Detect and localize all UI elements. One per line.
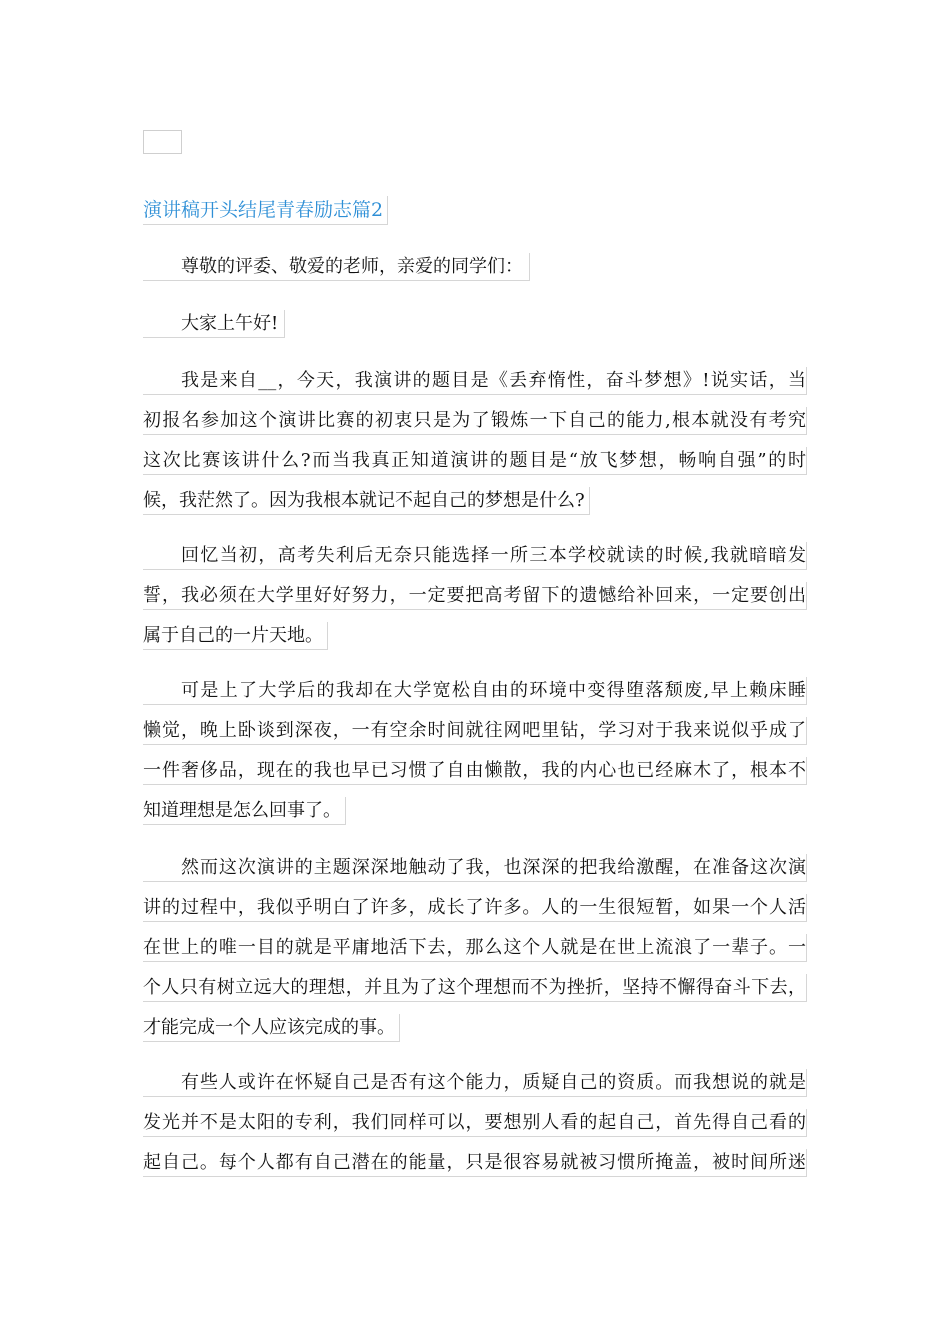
paragraph-greeting bbox=[143, 253, 807, 297]
paragraph-doubt bbox=[143, 1069, 807, 1189]
paragraph-line: 个人只有树立远大的理想，并且为了这个理想而不为挫折，坚持不懈得奋斗下去， bbox=[143, 974, 807, 1002]
header-placeholder-box bbox=[143, 130, 182, 154]
paragraph-line: 回忆当初，高考失利后无奈只能选择一所三本学校就读的时候,我就暗暗发 bbox=[143, 542, 807, 570]
paragraph-line: 一件奢侈品，现在的我也早已习惯了自由懒散，我的内心也已经麻木了，根本不 bbox=[143, 757, 807, 785]
paragraph-line: 发光并不是太阳的专利，我们同样可以，要想别人看的起自己，首先得自己看的 bbox=[143, 1109, 807, 1137]
paragraph-line: 讲的过程中，我似乎明白了许多，成长了许多。人的一生很短暂，如果一个人活 bbox=[143, 894, 807, 922]
paragraph-salutation bbox=[143, 310, 807, 354]
paragraph-line: 在世上的唯一目的就是平庸地活下去，那么这个人就是在世上流浪了一辈子。一 bbox=[143, 934, 807, 962]
paragraph-line: 才能完成一个人应该完成的事。 bbox=[143, 1014, 400, 1042]
paragraph-line: 初报名参加这个演讲比赛的初衷只是为了锻炼一下自己的能力,根本就没有考究 bbox=[143, 407, 807, 435]
paragraph-line: 可是上了大学后的我却在大学宽松自由的环境中变得堕落颓废,早上赖床睡 bbox=[143, 677, 807, 705]
paragraph-line: 尊敬的评委、敬爱的老师，亲爱的同学们： bbox=[143, 253, 530, 281]
paragraph-line: 誓，我必须在大学里好好努力，一定要把高考留下的遗憾给补回来，一定要创出 bbox=[143, 582, 807, 610]
paragraph-line: 起自己。每个人都有自己潜在的能量，只是很容易就被习惯所掩盖，被时间所迷 bbox=[143, 1149, 807, 1177]
paragraph-line: 然而这次演讲的主题深深地触动了我，也深深的把我给激醒，在准备这次演 bbox=[143, 854, 807, 882]
paragraph-line: 大家上午好! bbox=[143, 310, 285, 338]
document-title: 演讲稿开头结尾青春励志篇2 bbox=[143, 196, 388, 225]
paragraph-line: 候，我茫然了。因为我根本就记不起自己的梦想是什么? bbox=[143, 487, 590, 515]
paragraph-line: 属于自己的一片天地。 bbox=[143, 622, 328, 650]
paragraph-recall bbox=[143, 542, 807, 666]
paragraph-college bbox=[143, 677, 807, 841]
paragraph-line: 懒觉，晚上卧谈到深夜，一有空余时间就往网吧里钻，学习对于我来说似乎成了 bbox=[143, 717, 807, 745]
paragraph-line: 知道理想是怎么回事了。 bbox=[143, 797, 346, 825]
paragraph-line: 我是来自__，今天，我演讲的题目是《丢弃惰性，奋斗梦想》!说实话，当 bbox=[143, 367, 807, 395]
paragraph-theme bbox=[143, 854, 807, 1058]
paragraph-line: 这次比赛该讲什么?而当我真正知道演讲的题目是“放飞梦想，畅响自强”的时 bbox=[143, 447, 807, 475]
paragraph-line: 有些人或许在怀疑自己是否有这个能力，质疑自己的资质。而我想说的就是 bbox=[143, 1069, 807, 1097]
paragraph-intro bbox=[143, 367, 807, 531]
